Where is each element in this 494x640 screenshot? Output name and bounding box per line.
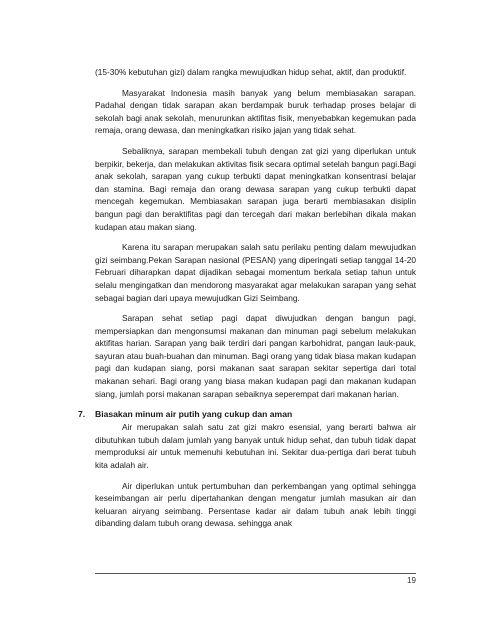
paragraph-water-balance: Air diperlukan untuk pertumbuhan dan perkembangan yang optimal sehingga keseimbangan air perlu dipertahankan dengan mengatur jumlah masukan air dan keluaran airyang seimbang. Persentase kadar air dalam tubuh anak lebih tinggi dibanding dalam tubuh orang dewasa. sehingga anak xyxy=(95,480,416,529)
section-title: Biasakan minum air putih yang cukup dan aman xyxy=(95,409,293,420)
section-body xyxy=(95,421,416,530)
section-number: 7. xyxy=(78,409,86,420)
paragraph-healthy-breakfast: Sarapan sehat setiap pagi dapat diwujudkan dengan bangun pagi, mempersiapkan dan mengonsumsi makanan dan minuman pagi sebelum melakukan aktifitas harian. Sarapan yang baik terdiri dari pangan karbohidrat, pangan lauk-pauk, sayuran atau buah-buahan dan minuman. Bagi orang yang tidak biasa makan kudapan pagi dan kudapan siang, porsi makanan saat sarapan sekitar sepertiga dari total makanan sehari. Bagi orang yang biasa makan kudapan pagi dan makanan kudapan siang, jumlah porsi makanan sarapan sebaiknya seperempat dari makanan harian. xyxy=(95,313,416,399)
paragraph-pesan: Karena itu sarapan merupakan salah satu perilaku penting dalam mewujudkan gizi seimbang.Pekan Sarapan nasional (PESAN) yang diperingati setiap tanggal 14-20 Februari diharapkan dapat dijadikan sebagai momentum berkala setiap tahun untuk selalu mengingatkan dan mendorong masyarakat agar melakukan sarapan yang sehat sebagai bagian dari upaya mewujudkan Gizi Seimbang. xyxy=(95,242,416,303)
intro-paragraph: (15-30% kebutuhan gizi) dalam rangka mewujudkan hidup sehat, aktif, dan produktif. xyxy=(95,67,407,77)
page-body xyxy=(78,66,416,538)
page-number: 19 xyxy=(407,576,416,585)
paragraph-water-essential: Air merupakan salah satu zat gizi makro esensial, yang berarti bahwa air dibutuhkan tubuh dalam jumlah yang banyak untuk hidup sehat, dan tubuh tidak dapat memproduksi air untuk memenuhi kebutuhan ini. Sekitar dua-pertiga dari berat tubuh kita adalah air. xyxy=(95,422,416,471)
section-heading xyxy=(78,408,416,421)
paragraph-breakfast-benefits: Sebaliknya, sarapan membekali tubuh dengan zat gizi yang diperlukan untuk berpikir, bekerja, dan melakukan aktivitas fisik secara optimal setelah bangun pagi.Bagi anak sekolah, sarapan yang cukup terbukti dapat meningkatkan konsentrasi belajar dan stamina. Bagi remaja dan orang dewasa sarapan yang cukup terbukti dapat mencegah kegemukan. Membiasakan sarapan juga berarti membiasakan disiplin bangun pagi dan beraktifitas pagi dan tercegah dari makan berlebihan dikala makan kudapan atau makan siang. xyxy=(95,145,416,232)
footer-rule xyxy=(95,573,416,574)
paragraph-breakfast-habit: Masyarakat Indonesia masih banyak yang belum membiasakan sarapan. Padahal dengan tidak sarapan akan berdampak buruk terhadap proses belajar di sekolah bagi anak sekolah, menurunkan aktifitas fisik, menyebabkan kegemukan pada remaja, orang dewasa, dan meningkatkan risiko jajan yang tidak sehat. xyxy=(95,87,416,136)
